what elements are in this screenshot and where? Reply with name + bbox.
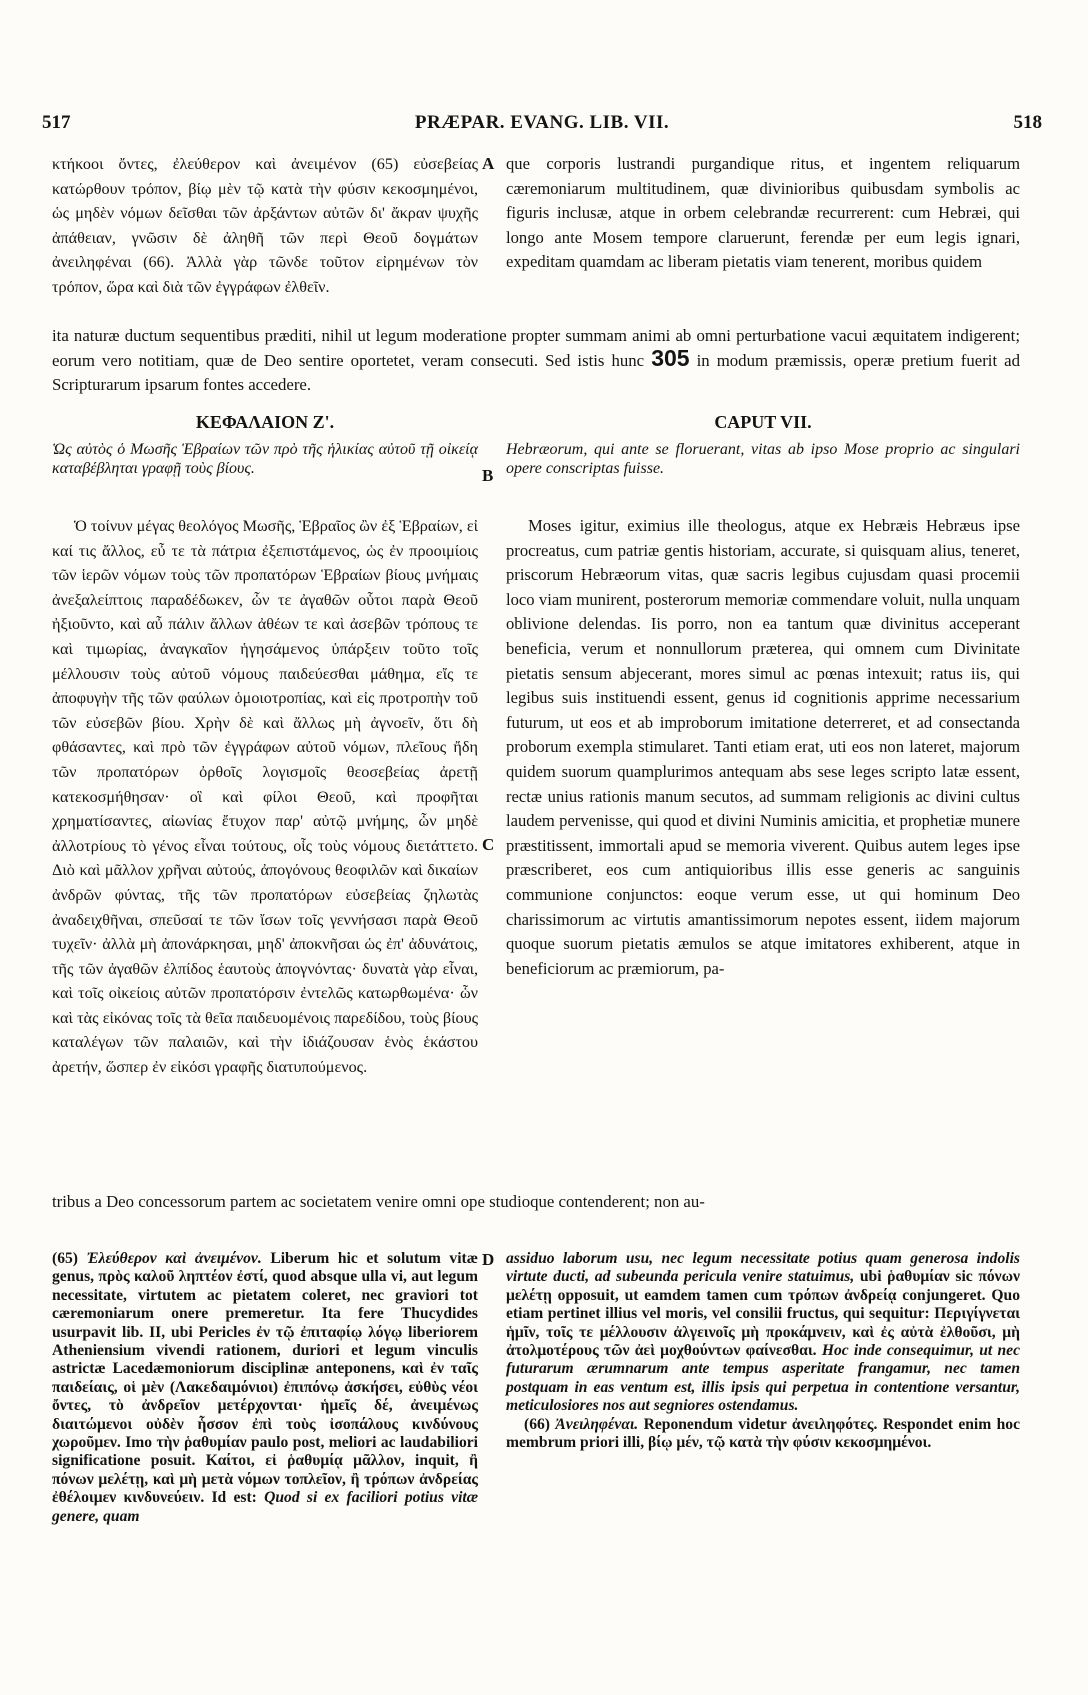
latin-top-column: que corporis lustrandi purgandique ritus, et ingentem reliquarum cæremoniarum multitudinem, quæ divinioribus quibusdam symbolis ac figuris inclusæ, atque in orbem celebrandæ recurrerent: cum Hebræi, qui longo ante Mosem tempore claruerunt, ferendæ per eum legis ignari, expeditam quamdam ac liberam pietatis viam tenerent, moribus quidem (506, 154, 1020, 272)
margin-letter-c: C (482, 835, 495, 854)
page-number-right: 518 (1013, 112, 1042, 133)
full-width-bottom-text: tribus a Deo concessorum partem ac societatem venire omni ope studioque contenderent; non au- (52, 1192, 705, 1211)
footnote-65-label: (65) (52, 1250, 78, 1267)
greek-main-column (52, 514, 478, 1080)
greek-main-paragraph: Ὁ τοίνυν μέγας θεολόγος Μωσῆς, Ἑβραῖος ὢν ἐξ Ἑβραίων, εἰ καί τις ἄλλος, εὖ τε τὰ πάτρια ἐξεπιστάμενος, ὡς ἐν προοιμίοις τῶν ἱερῶν νόμων τοὺς τῶν προπατόρων Ἑβραίων βίους μνήμαις ἀνεξαλείπτοις παραδέδωκεν, ὧν τε ἀγαθῶν οὗτοι παρὰ Θεοῦ ἠξιοῦντο, καὶ αὖ πάλιν ἄλλων ἀθέων τε καὶ ἀσεβῶν τρόπους τε καὶ τιμωρίας, ἀναγκαῖον ἡγησάμενος ὑπάρξειν τοῦτο τοῖς μέλλουσιν τοὺς αὐτοῦ νόμους παιδεύεσθαι μάθημα, εἴς τε ἀποφυγὴν τῆς τῶν φαύλων ὁμοιοτροπίας, καὶ εἰς προτροπὴν τοῦ τῶν εὐσεβῶν βίου. Χρὴν δὲ καὶ ἄλλως μὴ ἀγνοεῖν, ὅτι δὴ φθάσαντες, καὶ πρὸ τῶν ἐγγράφων αὐτοῦ νόμων, πλεῖους ἤδη τῶν προπατόρων ὀρθοῖς λογισμοῖς θεοσεβείας ἀρετῇ κατεκοσμήθησαν· οἳ καὶ φίλοι Θεοῦ, καὶ προφῆται χρηματίσαντες, αἰωνίας ἔτυχον παρ' αὐτῷ μνήμης, ὧν μηδὲ ἀλλοτρίους τὸ γένος εἶναι τούτους, οἷς τοὺς νόμους διετάττετο. Διὸ καὶ μᾶλλον χρῆναι αὐτούς, ἀπογόνους θεοφιλῶν καὶ δικαίων ἀνδρῶν φύντας, τῆς τῶν προπατόρων εὐσεβείας ζηλωτὰς ἀναδειχθῆναι, σπεῦσαί τε τῶν ἴσων τοῖς γεννήσασι παρὰ Θεοῦ τυχεῖν· ἀλλὰ μὴ ἀπονάρκησαι, μηδ' ἀποκνῆσαι ὡς ἐπ' ἀδυνάτοις, τῆς τῶν ἀγαθῶν ἐλπίδος ἑαυτοὺς ἀπογνόντας· δυνατὰ γὰρ εἶναι, καὶ τοῖς οἰκείοις αὐτῶν προπατόρσιν ἐντελῶς κατωρθωμένα· ὧν καὶ τὰς εἰκόνας τοῖς τὰ θεῖα παιδευομένοις παρεδίδου, τοὺς βίους καταλέγων τῶν παλαιῶν, καὶ τὴν ἰδιάζουσαν ἑνὸς ἑκάστου ἀρετήν, ὥσπερ ἐν εἰκόσι γραφῆς διατυπούμενος. (52, 517, 478, 1077)
footnote-right-column (506, 1250, 1020, 1452)
greek-chapter-summary: Ὡς αὐτὸς ὁ Μωσῆς Ἑβραίων τῶν πρὸ τῆς ἡλικίας αὐτοῦ τῇ οἰκείᾳ καταβέβληται γραφῇ τοὺς βίους. (52, 441, 478, 477)
footnote-65-italic: Quod si ex faciliori potius vitæ genere, quam (52, 1489, 478, 1525)
full-top-text-after: in modum præmissis, operæ pretium fuerit ad Scripturarum ipsarum fontes accedere. (52, 351, 1020, 394)
footnote-left-column (52, 1250, 478, 1526)
latin-chapter-heading: CAPUT VII. (714, 412, 812, 432)
footnote-66-text: Reponendum videtur ἀνειληφότες. Respondet enim hoc membrum priori illi, βίῳ μέν, τῷ κατὰ τὴν φύσιν κεκοσμημένοι. (506, 1415, 1021, 1452)
latin-main-paragraph: Moses igitur, eximius ille theologus, atque ex Hebræis Hebræus ipse procreatus, cum patriæ gentis historiam, accurate, si quisquam alius, teneret, priscorum Hebræorum vitas, quæ sacris legibus cujusdam quasi procemii loco viam munirent, posterorum memoriæ commendare voluit, nulla unquam oblivione delendas. Iis porro, non ea tantum quæ divinitus acceperant beneficia, verum et nonnullorum præterea, qui omnem cum Divinitate pietatis sensum abjecerant, mores simul ac pœnas intexuit; ratus iis, qui legibus suis instituendi essent, genus id cognitionis apprime necessarium futurum, ut eos et ab improborum imitatione deterreret, et ad consectanda proborum exempla stimularet. Tanti etiam erat, uti eos non lateret, majorum quidem suorum quamplurimos antequam abs sese leges scripto latæ essent, rectæ unius rationis manum secutos, ad summam religionis ac divini cultus laudem pervenisse, qui quod et divini Numinis amicitia, et prophetiæ munere præstitissent, immortali apud se memoria viverent. Quibus autem leges ipse præscriberet, eos cum antiquioribus illis esse generis ac sanguinis communione conjunctos: eoque verum esse, ut qui hominum Deo charissimorum ac virtutis amantissimorum nepotes essent, iidem majorum quoque suorum pietatis æmulos se atque imitatores exhiberent, atque in beneficiorum ac præmiorum, pa- (506, 516, 1020, 978)
running-head-title: PRÆPAR. EVANG. LIB. VII. (414, 112, 670, 133)
footnote-65-translation: Hoc inde consequimur, ut nec futurarum ærumnarum ante tempus asperitate frangamur, nec tamen postquam in eas ventum est, illis ipsis qui perpetua in contentione versantur, meticulosiores nos aut segniores ostendamus. (506, 1342, 1020, 1415)
greek-chapter-heading: ΚΕΦΑΛΑΙΟΝ Ζ'. (195, 412, 335, 432)
full-width-top-text (52, 324, 1020, 396)
inline-page-number: 305 (651, 345, 690, 372)
footnote-65-text-continued: ubi ῥαθυμίαν sic πόνων μελέτῃ opposuit, ut eamdem tamen cum τρόπων ἀνδρείᾳ conjungeret. Quo etiam pertinet illius vel moris, vel consilii fructus, qui sequitur: Περιγίγνεται ἡμῖν, τοῖς τε μέλλουσιν ἀλγεινοῖς μὴ προκάμνειν, καὶ ἐς αὐτὰ ἐλθοῦσι, μὴ ἀτολμοτέρους τῶν ἀεὶ μοχθούντων φαίνεσθαι. (506, 1268, 1020, 1360)
running-header (42, 112, 1042, 138)
footnote-65-italic-continued: assiduo laborum usu, nec legum necessitate potius quam generosa indolis virtute ducti, ad subeunda pericula venire statuimus, (506, 1250, 1020, 1286)
footnote-66-lemma: Ἀνειληφέναι. (555, 1415, 639, 1433)
full-top-text-before: ita naturæ ductum sequentibus præditi, nihil ut legum moderatione propter summam animi ab omni perturbatione vacui æquitatem indigerent; eorum vero notitiam, quæ de Deo sentire oportetet, veram consecuti. Sed istis hunc (52, 326, 1020, 371)
greek-top-column: κτήκοοι ὄντες, ἐλεύθερον καὶ ἀνειμένον (65) εὐσεβείας κατώρθουν τρόπον, βίῳ μὲν τῷ κατὰ τὴν φύσιν κεκοσμημένοι, ὡς μηδὲν νόμων δεῖσθαι τῶν ἀρξάντων αὐτῶν δι' ἄκραν ψυχῆς ἀπάθειαν, γνῶσιν δὲ ἀληθῆ τῶν περὶ Θεοῦ δογμάτων ἀνειληφέναι (66). Ἀλλὰ γὰρ τῶνδε τοῦτον εἰρημένων τὸν τρόπον, ὥρα καὶ διὰ τῶν ἐγγράφων ἐλθεῖν. (52, 155, 478, 296)
page-number-left: 517 (42, 112, 71, 133)
margin-letter-d: D (482, 1250, 495, 1269)
latin-main-column (506, 514, 1020, 981)
footnote-66-label: (66) (524, 1415, 550, 1433)
margin-letter-a: A (482, 154, 495, 173)
margin-letter-b: B (482, 466, 494, 485)
footnote-65-lemma: Ἐλεύθερον καὶ ἀνειμένον. (86, 1250, 262, 1267)
footnote-65-text: Liberum hic et solutum vitæ genus, πρὸς καλοῦ ληπτέον ἐστί, quod absque ulla vi, aut legum necessitate, virtutem ac pietatem coleret, nec graviori tot cæremoniarum onere premeretur. Ita fere Thucydides usurpavit lib. II, ubi Pericles ἐν τῷ ἐπιταφίῳ λόγῳ liberiorem Atheniensium vivendi rationem, duriori et legum vinculis astrictæ Lacedæmoniorum disciplinæ anteponens, καὶ ἐν ταῖς παιδείαις, οἱ μὲν (Λακεδαιμόνιοι) ἐπιπόνῳ ἀσκήσει, εὐθὺς νέοι ὄντες, τὸ ἀνδρεῖον μετέρχονται· ἡμεῖς δέ, ἀνειμένως διαιτώμενοι οὐδὲν ἧσσον ἐπὶ τοὺς ἰσοπάλους κινδύνους χωροῦμεν. Imo τὴν ῥαθυμίαν paulo post, meliori ac laudabiliori significatione posuit. Καίτοι, εἰ ῥαθυμίᾳ μᾶλλον, inquit, ἢ πόνων μελέτῃ, καὶ μὴ μετὰ νόμων τοπλεῖον, ἢ τρόπων ἀνδρείας ἐθέλοιμεν κινδυνεύειν. Id est: (52, 1250, 478, 1507)
latin-chapter-summary: Hebræorum, qui ante se floruerant, vitas ab ipso Mose proprio ac singulari opere conscriptas fuisse. (506, 441, 1020, 477)
